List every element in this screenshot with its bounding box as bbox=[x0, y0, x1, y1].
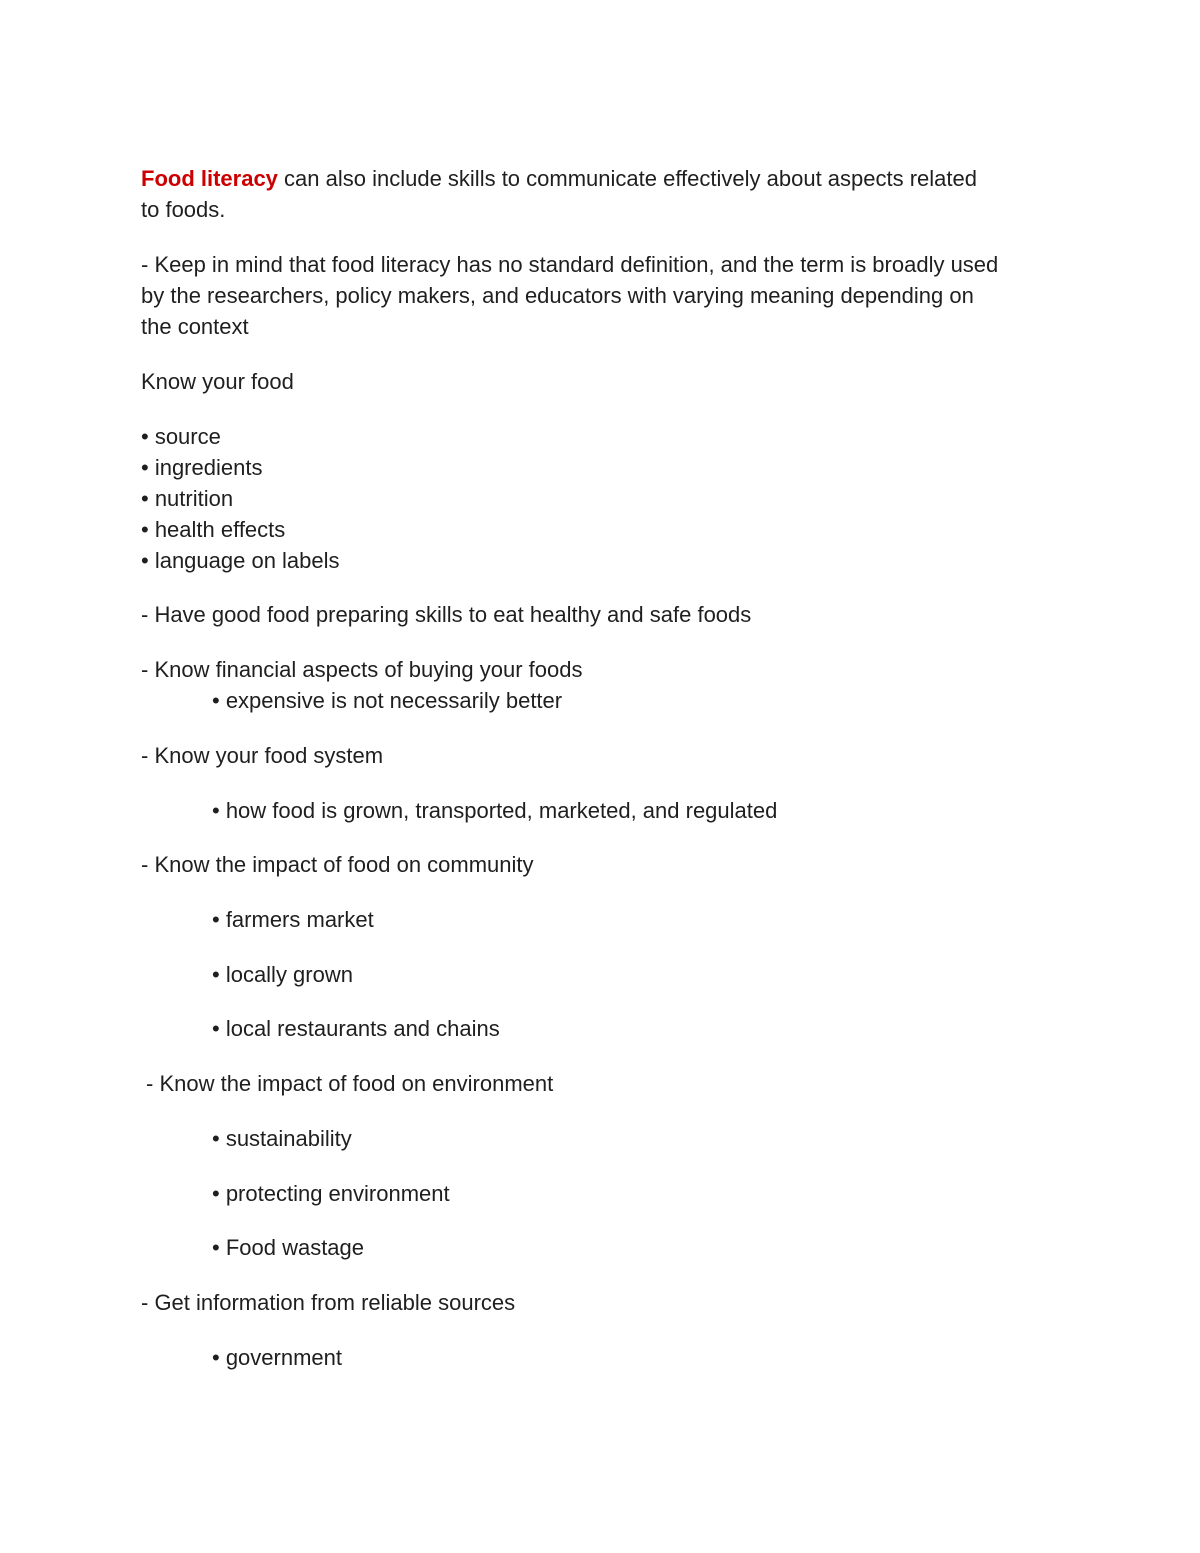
food-literacy-term: Food literacy bbox=[141, 166, 278, 191]
food-system-heading: - Know your food system bbox=[141, 743, 384, 768]
preparing-skills-line: - Have good food preparing skills to eat healthy and safe foods bbox=[141, 602, 752, 627]
list-item: • ingredients bbox=[141, 455, 263, 480]
list-item: • language on labels bbox=[141, 548, 340, 573]
list-item: • government bbox=[212, 1345, 342, 1370]
list-item: • local restaurants and chains bbox=[212, 1016, 500, 1041]
know-your-food-heading: Know your food bbox=[141, 369, 294, 394]
note-line-1: - Keep in mind that food literacy has no standard definition, and the term is broadly used bbox=[141, 252, 999, 277]
list-item: • locally grown bbox=[212, 962, 353, 987]
financial-heading: - Know financial aspects of buying your foods bbox=[141, 657, 583, 682]
community-heading: - Know the impact of food on community bbox=[141, 852, 534, 877]
sources-heading: - Get information from reliable sources bbox=[141, 1290, 516, 1315]
list-item: • health effects bbox=[141, 517, 286, 542]
list-item: • sustainability bbox=[212, 1126, 352, 1151]
intro-line-2: to foods. bbox=[141, 197, 226, 222]
list-item: • Food wastage bbox=[212, 1235, 365, 1260]
list-item: • nutrition bbox=[141, 486, 234, 511]
intro-line-1-text: can also include skills to communicate effectively about aspects related bbox=[277, 166, 977, 191]
list-item: • expensive is not necessarily better bbox=[212, 688, 563, 713]
list-item: • farmers market bbox=[212, 907, 374, 932]
intro-line-1 bbox=[141, 163, 977, 194]
environment-heading: - Know the impact of food on environment bbox=[146, 1071, 554, 1096]
list-item: • how food is grown, transported, marketed, and regulated bbox=[212, 798, 778, 823]
list-item: • protecting environment bbox=[212, 1181, 450, 1206]
list-item: • source bbox=[141, 424, 221, 449]
note-line-3: the context bbox=[141, 314, 249, 339]
note-line-2: by the researchers, policy makers, and educators with varying meaning depending on bbox=[141, 283, 974, 308]
